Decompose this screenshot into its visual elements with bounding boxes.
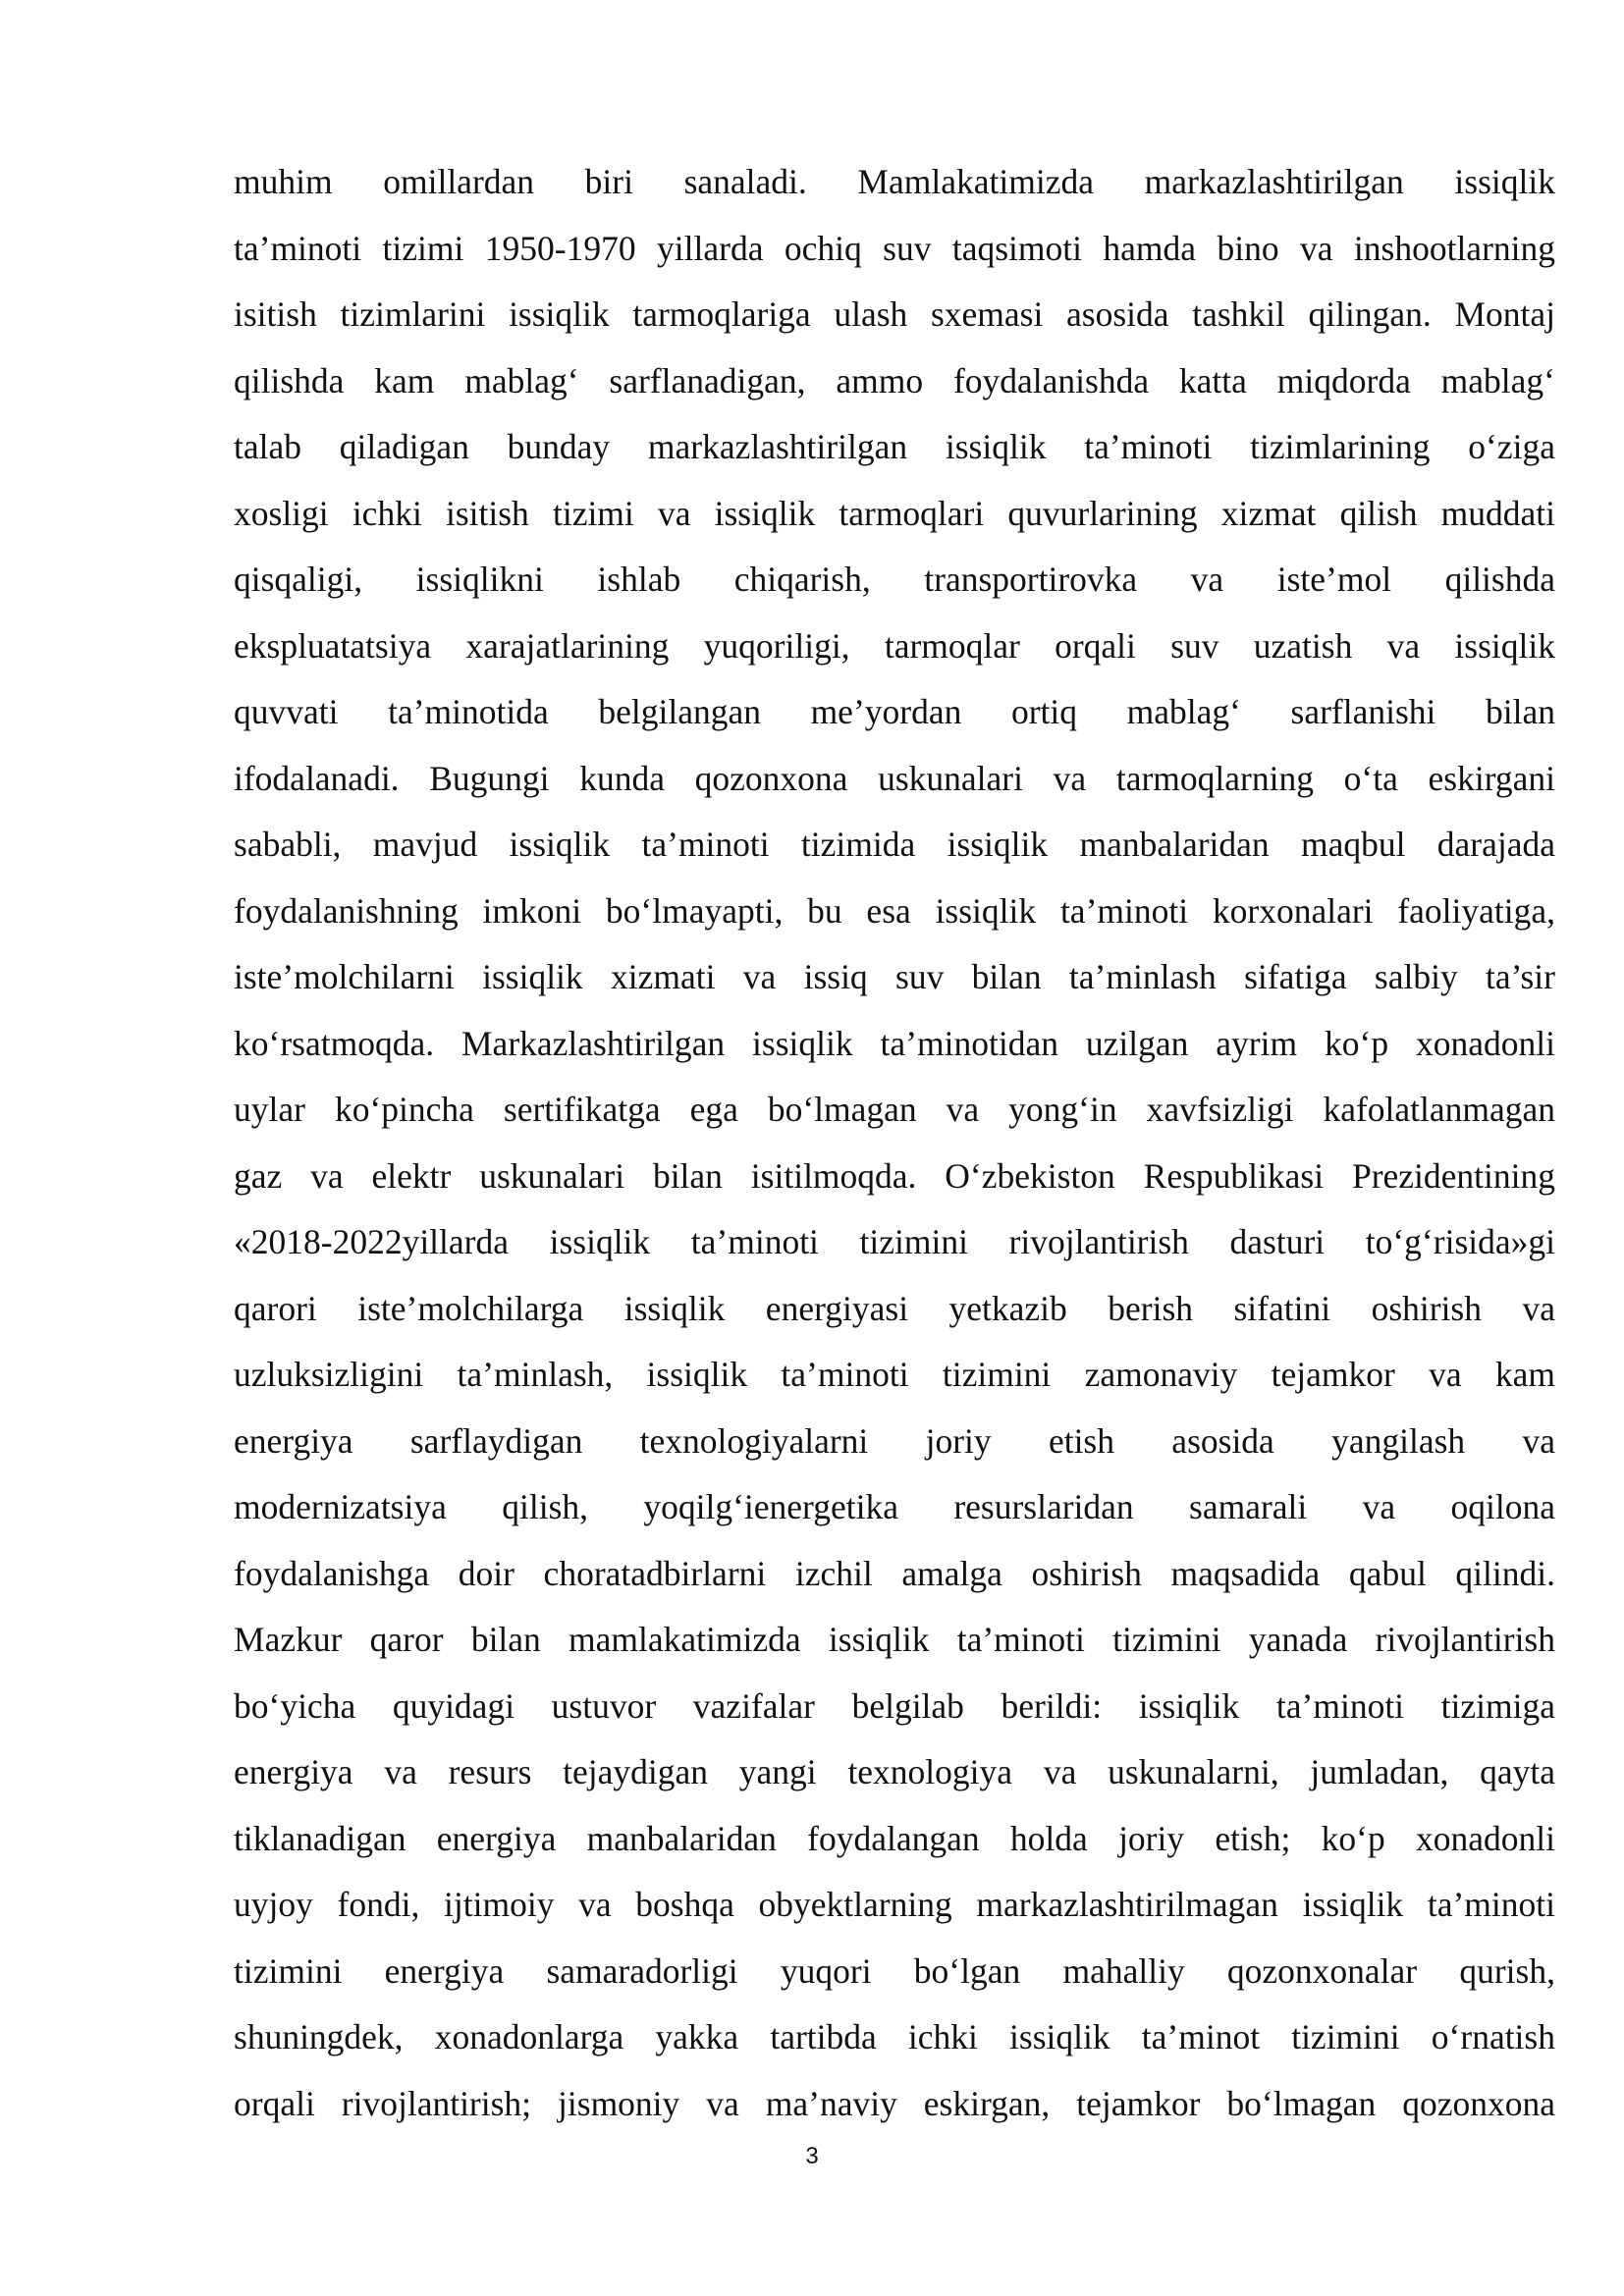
text-line: sababli, mavjud issiqlik ta’minoti tizimida issiqlik manbalaridan maqbul darajada (234, 825, 1555, 864)
text-line: tizimini energiya samaradorligi yuqori bo‘lgan mahalliy qozonxonalar qurish, (234, 1950, 1555, 1991)
text-line: orqali rivojlantirish; jismoniy va ma’naviy eskirgan, tejamkor bo‘lmagan qozonxona (234, 2083, 1555, 2123)
text-line: uylar ko‘pincha sertifikatga ega bo‘lmagan va yong‘in xavfsizligi kafolatlanmagan (234, 1090, 1555, 1129)
text-line: qisqaligi, issiqlikni ishlab chiqarish, transportirovka va iste’mol qilishda (234, 560, 1555, 599)
text-line: Mazkur qaror bilan mamlakatimizda issiqlik ta’minoti tizimini yanada rivojlantirish (234, 1620, 1555, 1659)
text-line: qilishda kam mablag‘ sarflanadigan, ammo foydalanishda katta miqdorda mablag‘ (234, 360, 1555, 400)
text-line: foydalanishning imkoni bo‘lmayapti, bu esa issiqlik ta’minoti korxonalari faoliyatiga, (234, 890, 1555, 931)
text-line: qarori iste’molchilarga issiqlik energiyasi yetkazib berish sifatini oshirish va (234, 1288, 1555, 1328)
text-line: ko‘rsatmoqda. Markazlashtirilgan issiqlik ta’minotidan uzilgan ayrim ko‘p xonadonli (234, 1023, 1555, 1063)
text-line: uzluksizligini ta’minlash, issiqlik ta’minoti tizimini zamonaviy tejamkor va kam (234, 1355, 1555, 1394)
text-line: «2018-2022yillarda issiqlik ta’minoti tizimini rivojlantirish dasturi to‘g‘risida»gi (234, 1222, 1555, 1261)
text-line: ifodalanadi. Bugungi kunda qozonxona uskunalari va tarmoqlarning o‘ta eskirgani (234, 758, 1555, 798)
body-text (234, 149, 1555, 2137)
text-line: iste’molchilarni issiqlik xizmati va issiq suv bilan ta’minlash sifatiga salbiy ta’sir (234, 957, 1555, 996)
text-line: isitish tizimlarini issiqlik tarmoqlariga ulash sxemasi asosida tashkil qilingan. Montaj (234, 294, 1555, 334)
text-line: shuningdek, xonadonlarga yakka tartibda ichki issiqlik ta’minot tizimini o‘rnatish (234, 2017, 1555, 2056)
text-line: energiya va resurs tejaydigan yangi texnologiya va uskunalarni, jumladan, qayta (234, 1752, 1555, 1791)
text-line: ta’minoti tizimi 1950-1970 yillarda ochiq suv taqsimoti hamda bino va inshootlarning (234, 228, 1555, 268)
text-line: modernizatsiya qilish, yoqilg‘ienergetika resurslaridan samarali va oqilona (234, 1487, 1555, 1526)
text-line: ekspluatatsiya xarajatlarining yuqoriligi, tarmoqlar orqali suv uzatish va issiqlik (234, 625, 1555, 666)
text-line: foydalanishga doir choratadbirlarni izchil amalga oshirish maqsadida qabul qilindi. (234, 1553, 1555, 1593)
text-line: quvvati ta’minotida belgilangan me’yordan ortiq mablag‘ sarflanishi bilan (234, 692, 1555, 731)
text-line: muhim omillardan biri sanaladi. Mamlakatimizda markazlashtirilgan issiqlik (234, 162, 1555, 201)
page-number: 3 (805, 2143, 819, 2169)
text-line: talab qiladigan bunday markazlashtirilgan issiqlik ta’minoti tizimlarining o‘ziga (234, 427, 1555, 466)
text-line: xosligi ichki isitish tizimi va issiqlik tarmoqlari quvurlarining xizmat qilish muddati (234, 493, 1555, 533)
text-line: gaz va elektr uskunalari bilan isitilmoqda. O‘zbekiston Respublikasi Prezidentining (234, 1155, 1555, 1196)
text-line: bo‘yicha quyidagi ustuvor vazifalar belgilab berildi: issiqlik ta’minoti tizimiga (234, 1685, 1555, 1726)
text-line: uyjoy fondi, ijtimoiy va boshqa obyektlarning markazlashtirilmagan issiqlik ta’minoti (234, 1885, 1555, 1924)
text-line: energiya sarflaydigan texnologiyalarni joriy etish asosida yangilash va (234, 1420, 1555, 1461)
text-line: tiklanadigan energiya manbalaridan foydalangan holda joriy etish; ko‘p xonadonli (234, 1818, 1555, 1858)
